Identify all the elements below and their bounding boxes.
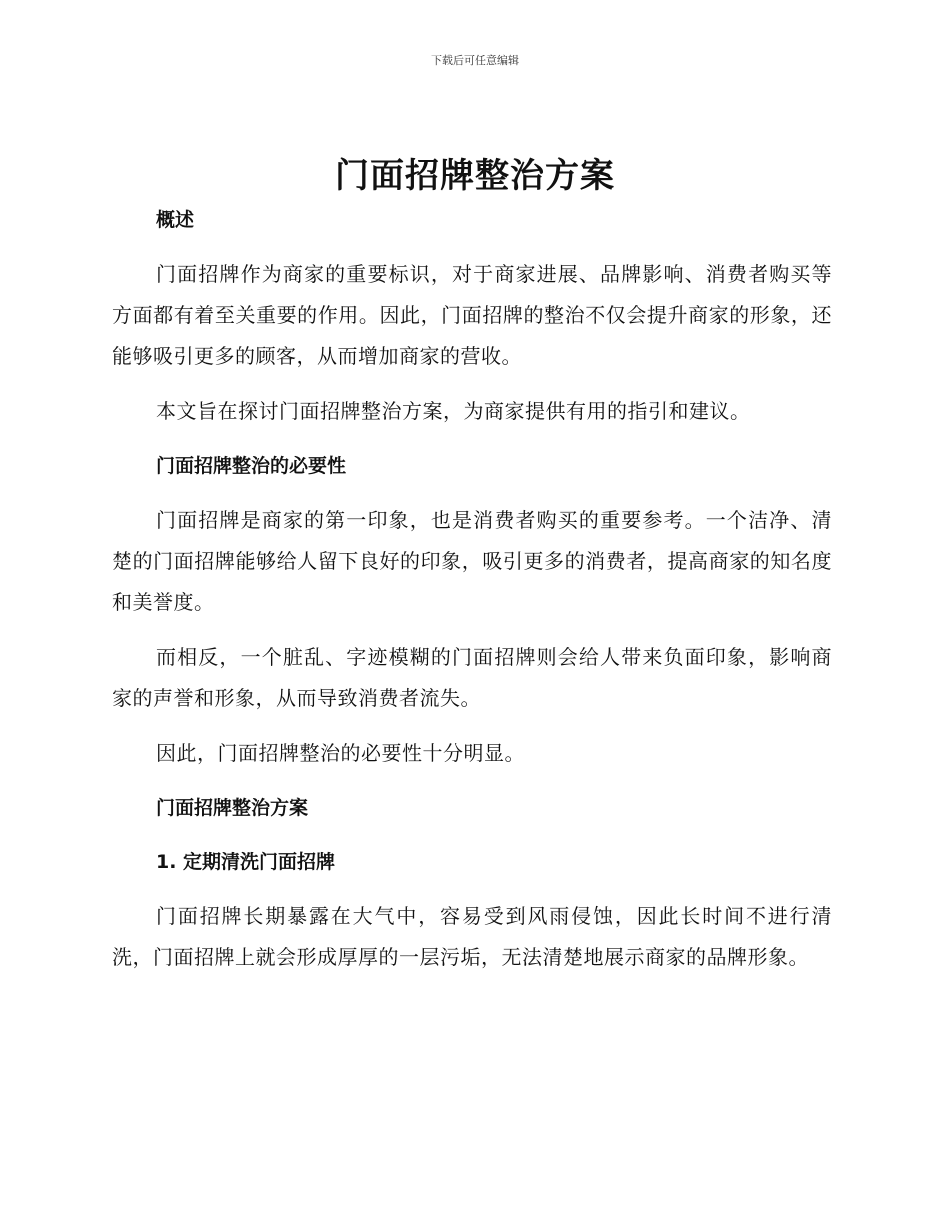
document-body (112, 200, 832, 992)
paragraph: 而相反，一个脏乱、字迹模糊的门面招牌则会给人带来负面印象，影响商家的声誉和形象，从而导致消费者流失。 (112, 645, 832, 710)
paragraph: 因此，门面招牌整治的必要性十分明显。 (156, 741, 525, 765)
paragraph: 门面招牌作为商家的重要标识，对于商家进展、品牌影响、消费者购买等方面都有着至关重要的作用。因此，门面招牌的整治不仅会提升商家的形象，还能够吸引更多的顾客，从而增加商家的营收。 (112, 262, 832, 368)
paragraph: 本文旨在探讨门面招牌整治方案，为商家提供有用的指引和建议。 (156, 399, 751, 423)
document-title: 门面招牌整治方案 (335, 156, 615, 196)
section-heading-necessity: 门面招牌整治的必要性 (156, 455, 347, 477)
section-heading-cleaning: 1. 定期清洗门面招牌 (156, 851, 336, 873)
section-heading-plan: 门面招牌整治方案 (156, 797, 309, 819)
paragraph: 门面招牌是商家的第一印象，也是消费者购买的重要参考。一个洁净、清楚的门面招牌能够给人留下良好的印象，吸引更多的消费者，提高商家的知名度和美誉度。 (112, 508, 832, 614)
paragraph: 门面招牌长期暴露在大气中，容易受到风雨侵蚀，因此长时间不进行清洗，门面招牌上就会形成厚厚的一层污垢，无法清楚地展示商家的品牌形象。 (112, 904, 832, 969)
section-heading-overview: 概述 (156, 209, 195, 231)
header-note: 下载后可任意编辑 (431, 54, 519, 67)
